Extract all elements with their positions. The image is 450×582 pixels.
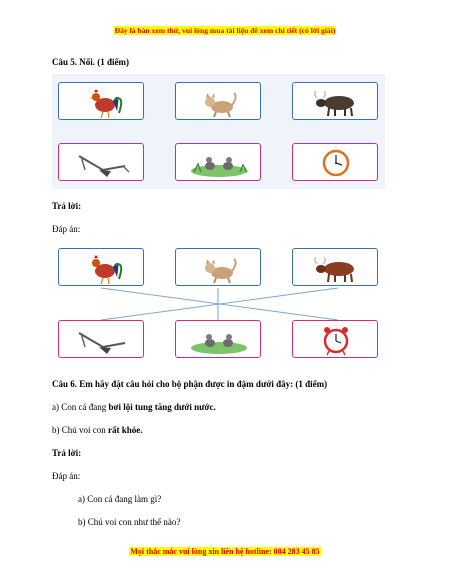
q6-answer-label: Trả lời: bbox=[52, 448, 82, 458]
plow-card-answer bbox=[58, 320, 144, 358]
mice-card-answer bbox=[175, 320, 261, 358]
cat-card-answer bbox=[175, 248, 261, 286]
mice-card bbox=[175, 143, 261, 181]
cat-card bbox=[175, 82, 261, 120]
question-6-title: Câu 6. Em hãy đặt câu hỏi cho bộ phận được in đậm dưới đây: (1 điểm) bbox=[52, 379, 328, 389]
alarm-clock-icon bbox=[293, 321, 379, 359]
q6-part-a-bold: bơi lội tung tăng dưới nước. bbox=[108, 402, 216, 412]
buffalo-icon bbox=[293, 249, 379, 287]
q6-part-b-bold: rất khỏe. bbox=[108, 425, 143, 435]
q6-part-b bbox=[52, 425, 143, 435]
rooster-card-answer bbox=[58, 248, 144, 286]
rooster-icon bbox=[59, 249, 145, 287]
q5-answer-label: Trả lời: bbox=[52, 201, 82, 211]
plow-icon bbox=[59, 321, 145, 359]
q6-part-a-text: a) Con cá đang bbox=[52, 402, 109, 412]
buffalo-icon bbox=[293, 83, 379, 121]
q6-part-a bbox=[52, 402, 216, 412]
buffalo-card bbox=[292, 82, 378, 120]
clock-card bbox=[292, 143, 378, 181]
matching-exercise-panel bbox=[52, 74, 385, 189]
q6-dap-an-label: Đáp án: bbox=[52, 471, 81, 481]
matching-answer-panel bbox=[52, 242, 385, 362]
cat-icon bbox=[176, 249, 262, 287]
preview-banner: Đây là bản xem thử, vui lòng mua tài liệu để xem chi tiết (có lời giải) bbox=[114, 26, 336, 35]
plow-icon bbox=[59, 144, 145, 182]
cat-icon bbox=[176, 83, 262, 121]
mice-icon bbox=[176, 144, 262, 182]
q5-dap-an-label: Đáp án: bbox=[52, 224, 81, 234]
buffalo-card-answer bbox=[292, 248, 378, 286]
clock-card-answer bbox=[292, 320, 378, 358]
plow-card bbox=[58, 143, 144, 181]
question-5-title: Câu 5. Nối. (1 điểm) bbox=[52, 57, 129, 67]
q6-answer-b: b) Chú voi con như thế nào? bbox=[78, 517, 181, 527]
mice-icon bbox=[176, 321, 262, 359]
rooster-icon bbox=[59, 83, 145, 121]
q6-answer-a: a) Con cá đang làm gì? bbox=[78, 494, 162, 504]
q6-part-b-text: b) Chú voi con bbox=[52, 425, 108, 435]
hotline-banner: Mọi thắc mắc vui lòng xin liên hệ hotline: 084 283 45 85 bbox=[130, 547, 320, 556]
rooster-card bbox=[58, 82, 144, 120]
clock-icon bbox=[293, 144, 379, 182]
